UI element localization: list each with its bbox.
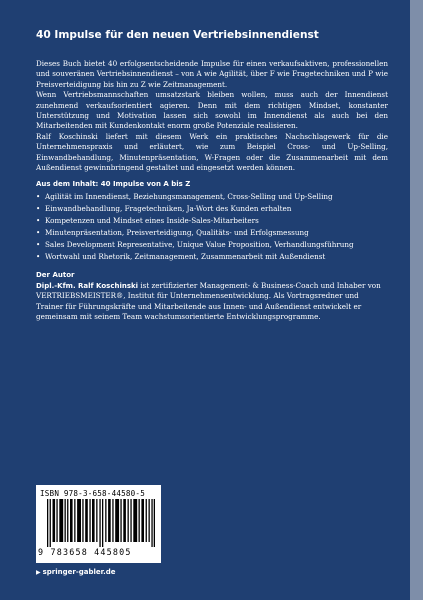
blurb [36,59,388,323]
bullet-icon: • [36,204,41,214]
cover-edge-strip [410,0,423,600]
author-name: Dipl.-Kfm. Ralf Koschinski [36,281,139,290]
list-item-text: Wortwahl und Rhetorik, Zeitmanagement, Zusammenarbeit mit Außendienst [45,252,326,262]
list-item [36,228,388,238]
list-item-text: Sales Development Representative, Unique Value Proposition, Verhandlungsführung [45,240,354,250]
list-item-text: Agilität im Innendienst, Beziehungsmanagement, Cross-Selling und Up-Selling [45,192,333,202]
book-title: 40 Impulse für den neuen Vertriebsinnendienst [36,29,319,41]
list-item-text: Kompetenzen und Mindset eines Inside-Sales-Mitarbeiters [45,216,259,226]
author-heading: Der Autor [36,270,75,279]
bullet-icon: • [36,252,41,262]
contents-list [36,192,388,262]
bullet-icon: • [36,192,41,202]
play-arrow-icon: ▶ [36,569,41,576]
barcode-icon [47,499,155,547]
list-item [36,204,388,214]
author-bio [36,281,388,323]
list-item [36,192,388,202]
list-item [36,216,388,226]
barcode-digits: 9 783658 445805 [38,547,132,557]
list-item-text: Minutenpräsentation, Preisverteidigung, Qualitäts- und Erfolgsmessung [45,228,309,238]
author-bio-text: ist zertifizierter Management- & Business-Coach und Inhaber von VERTRIEBSMEISTER®, Institut für Unternehmensentwicklung. Als Vortragsredner und Trainer für Führungskräfte und Mitarbeitende aus Innen- und Außendienst entwickelt er gemeinsam mit seinem Team wachstumsorientierte Entwicklungsprogramme. [36,280,381,322]
list-item-text: Einwandbehandlung, Fragetechniken, Ja-Wort des Kunden erhalten [45,204,292,214]
blurb-paragraph: Dieses Buch bietet 40 erfolgsentscheidende Impulse für einen verkaufsaktiven, professionellen und souveränen Vertriebsinnendienst – von A wie Agilität, über F wie Fragetechniken und P wie Preisverteidigung bis hin zu Z wie Zeitmanagement. [36,59,388,89]
bullet-icon: • [36,240,41,250]
barcode-panel [36,485,161,563]
publisher-link[interactable] [36,568,116,577]
bullet-icon: • [36,216,41,226]
blurb-paragraph: Ralf Koschinski liefert mit diesem Werk ein praktisches Nachschlagewerk für die Unternehmenspraxis und erläutert, wie zum Beispiel Cross- und Up-Selling, Einwandbehandlung, Minutenpräsentation, W-Fragen oder die Zusammenarbeit mit dem Außendienst gewinnbringend gestaltet und eingesetzt werden können. [36,131,388,173]
list-item [36,240,388,250]
list-item [36,252,388,262]
publisher-url: springer-gabler.de [42,568,116,576]
blurb-paragraph: Wenn Vertriebsmannschaften umsatzstark bleiben wollen, muss auch der Innendienst zunehmend verkaufsorientiert agieren. Denn mit dem richtigen Mindset, konstanter Unterstützung und Motivation lassen sich sowohl im Innendienst als auch bei den Mitarbeitenden mit Kundenkontakt enorm große Potenziale realisieren. [36,90,388,131]
isbn-label: ISBN 978-3-658-44580-5 [40,489,145,498]
contents-heading: Aus dem Inhalt: 40 Impulse von A bis Z [36,180,191,189]
bullet-icon: • [36,228,41,238]
